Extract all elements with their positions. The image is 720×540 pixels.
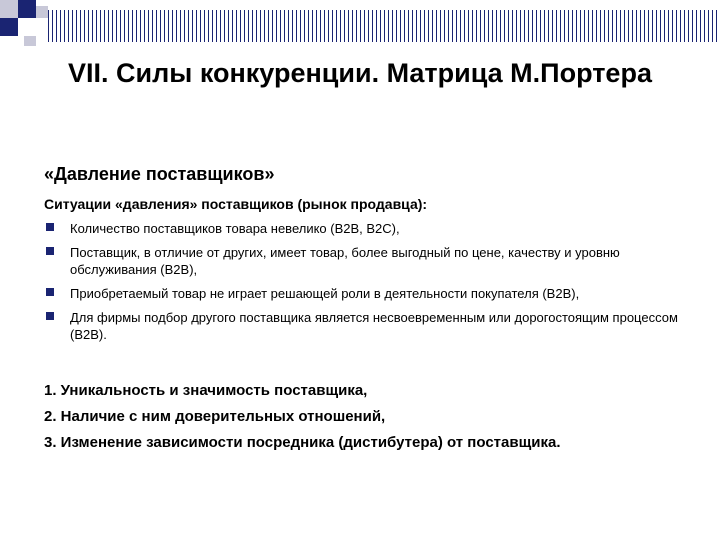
list-item — [44, 244, 684, 278]
list-item-text: Поставщик, в отличие от других, имеет товар, более выгодный по цене, качеству и уровню обслуживания (B2B), — [70, 245, 620, 277]
decor-square — [0, 18, 18, 36]
numbered-item: 1. Уникальность и значимость поставщика, — [44, 382, 368, 399]
slide-title: VII. Силы конкуренции. Матрица М.Портера — [68, 58, 652, 88]
numbered-item: 2. Наличие с ним доверительных отношений, — [44, 408, 386, 425]
square-bullet-icon — [46, 312, 54, 320]
slide-subheading: «Давление поставщиков» — [44, 164, 275, 184]
decor-square — [36, 6, 48, 18]
list-item-text: Приобретаемый товар не играет решающей роли в деятельности покупателя (B2B), — [70, 286, 580, 301]
numbered-item: 3. Изменение зависимости посредника (дистибутера) от поставщика. — [44, 434, 561, 451]
header-stripes — [48, 10, 720, 42]
square-bullet-icon — [46, 223, 54, 231]
situations-heading: Ситуации «давления» поставщиков (рынок продавца): — [44, 196, 428, 212]
bullet-list — [44, 220, 684, 350]
list-item — [44, 285, 684, 302]
square-bullet-icon — [46, 247, 54, 255]
square-bullet-icon — [46, 288, 54, 296]
list-item-text: Количество поставщиков товара невелико (B2B, B2C), — [70, 221, 400, 236]
list-item — [44, 309, 684, 343]
decor-square — [18, 18, 30, 30]
list-item-text: Для фирмы подбор другого поставщика является несвоевременным или дорогостоящим процессом (B2B). — [70, 310, 678, 342]
decor-square — [24, 36, 36, 46]
numbered-list — [44, 378, 694, 456]
list-item — [44, 220, 684, 237]
decor-square — [0, 0, 18, 18]
decor-square — [18, 0, 36, 18]
